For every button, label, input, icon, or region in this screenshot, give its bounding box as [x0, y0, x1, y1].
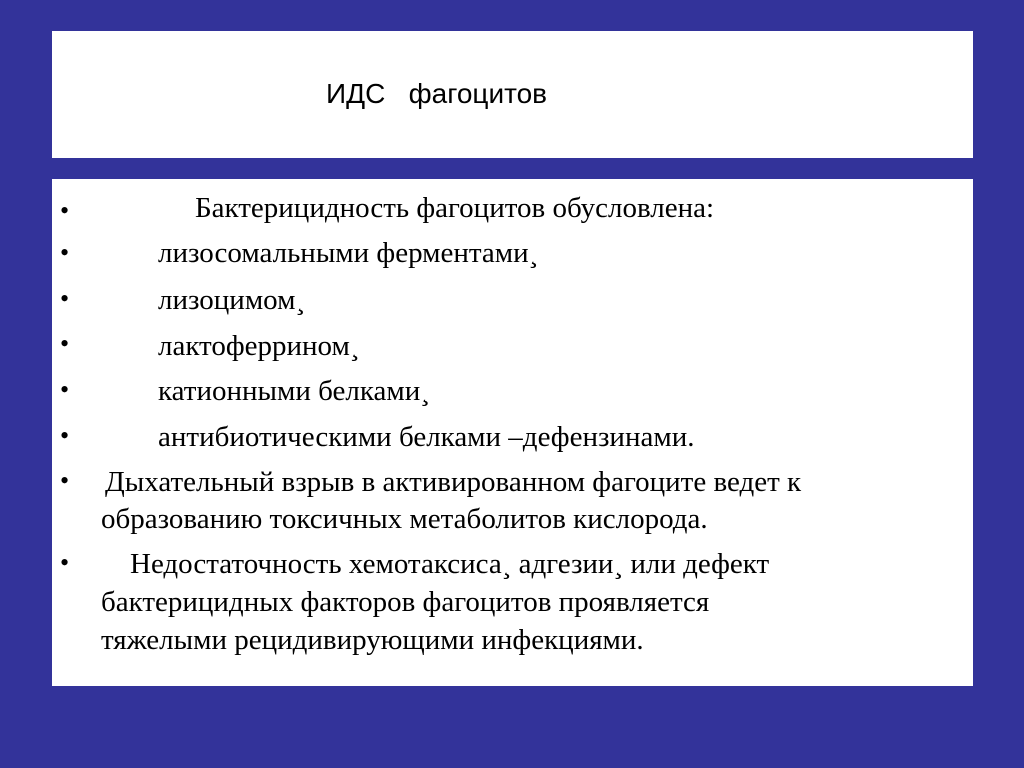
bullet-marker: • [60, 548, 70, 577]
bullet-text: катионными белками¸ [158, 375, 430, 407]
bullet-marker: • [60, 375, 70, 404]
bullet-text: образованию токсичных метаболитов кислорода. [101, 503, 708, 535]
bullet-text: Недостаточность хемотаксиса¸ адгезии¸ или дефект [130, 548, 770, 580]
slide-title: ИДС фагоцитов [326, 78, 548, 109]
bullet-text: Бактерицидность фагоцитов обусловлена: [195, 192, 715, 224]
bullet-marker: • [60, 421, 70, 450]
bullet-text: бактерицидных факторов фагоцитов проявляется [101, 586, 710, 618]
bullet-marker: • [60, 466, 70, 495]
bullet-marker: • [60, 196, 70, 225]
bullet-marker: • [60, 329, 70, 358]
bullet-marker: • [60, 238, 70, 267]
bullet-text: лактоферрином¸ [158, 330, 360, 362]
bullet-text: антибиотическими белками –дефензинами. [158, 421, 695, 453]
bullet-text: Дыхательный взрыв в активированном фагоците ведет к [105, 466, 802, 498]
bullet-marker: • [60, 284, 70, 313]
bullet-text: лизосомальными ферментами¸ [158, 237, 539, 269]
bullet-text: лизоцимом¸ [158, 284, 306, 316]
bullet-text: тяжелыми рецидивирующими инфекциями. [101, 624, 644, 656]
